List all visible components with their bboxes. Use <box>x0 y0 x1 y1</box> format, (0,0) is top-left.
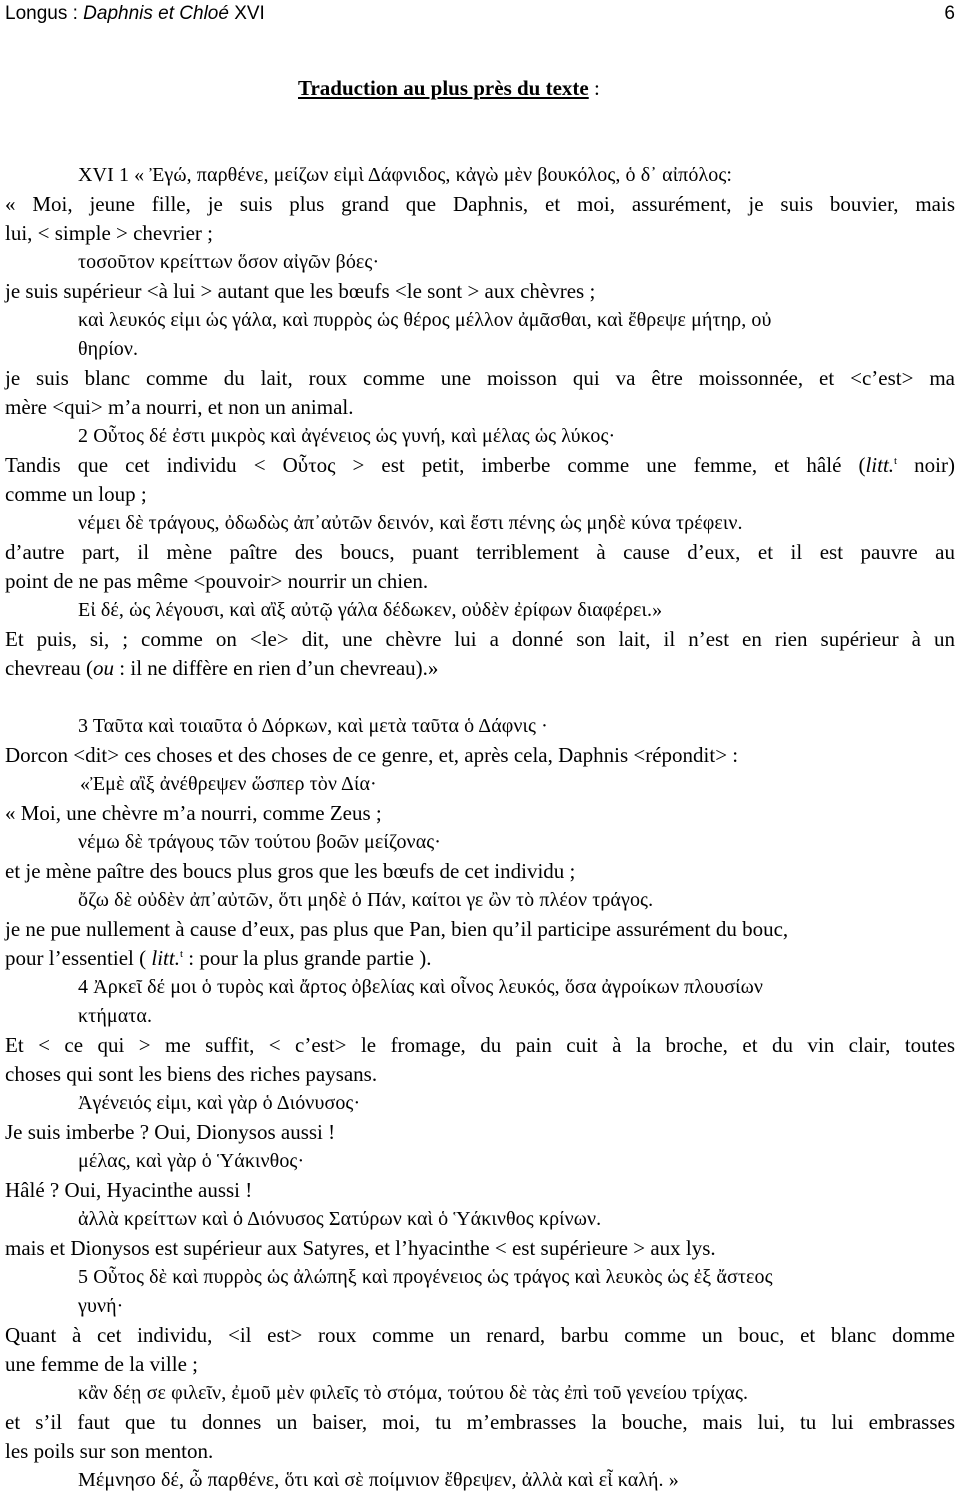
french-line: lui, < simple > chevrier ; <box>5 221 213 245</box>
text-span: pour l’essentiel ( <box>5 946 152 970</box>
french-line <box>5 452 955 478</box>
french-line: Et < ce qui > me suffit, < c’est> le fromage, du pain cuit à la broche, et du vin clair, toutes <box>5 1033 955 1057</box>
french-line: Je suis imberbe ? Oui, Dionysos aussi ! <box>5 1120 336 1144</box>
greek-line: καὶ λευκός εἰμι ὡς γάλα, καὶ πυρρὸς ὡς θέρος μέλλον ἀμᾶσθαι, καὶ ἔθρεψε μήτηρ, οὐ <box>78 309 772 331</box>
text-span: : pour la plus grande partie ). <box>183 946 432 970</box>
italic-span: ou <box>93 656 115 680</box>
french-line: Hâlé ? Oui, Hyacinthe aussi ! <box>5 1178 253 1202</box>
french-line: je suis supérieur <à lui > autant que les bœufs <le sont > aux chèvres ; <box>5 279 596 303</box>
running-title-chapter: XVI <box>228 3 265 24</box>
text-span: chevreau ( <box>5 656 94 680</box>
french-line: mais et Dionysos est supérieur aux Satyres, et l’hyacinthe < est supérieure > aux lys. <box>5 1236 716 1260</box>
italic-span: litt. <box>151 946 180 970</box>
greek-line: νέμω δὲ τράγους τῶν τούτου βοῶν μείζονας· <box>78 831 442 853</box>
text-span: noir) <box>897 453 955 477</box>
french-line: « Moi, jeune fille, je suis plus grand que Daphnis, et moi, assurément, je suis bouvier, mais <box>5 192 955 216</box>
french-line: je suis blanc comme du lait, roux comme une moisson qui va être moissonnée, et <c’est> ma <box>5 366 955 390</box>
french-line: Quant à cet individu, <il est> roux comme un renard, barbu comme un bouc, et blanc domme <box>5 1323 955 1347</box>
french-line: les poils sur son menton. <box>5 1439 214 1463</box>
greek-line: θηρίον. <box>78 338 139 360</box>
french-line: et s’il faut que tu donnes un baiser, moi, tu m’embrasses la bouche, mais lui, tu lui embrasses <box>5 1410 955 1434</box>
section-title <box>298 74 600 102</box>
running-title-author: Longus : <box>5 3 84 24</box>
text-span: Tandis que cet individu < Οὗτος > est petit, imberbe comme une femme, et hâlé ( <box>5 453 866 477</box>
greek-line: 2 Οὗτος δέ ἐστι μικρὸς καὶ ἀγένειος ὡς γυνή, καὶ μέλας ὡς λύκος· <box>78 425 616 447</box>
greek-line: Ἀγένειός εἰμι, καὶ γὰρ ὁ Διόνυσος· <box>78 1092 361 1114</box>
french-line: Et puis, si, ; comme on <le> dit, une chèvre lui a donné son lait, il n’est en rien supérieur à un <box>5 627 955 651</box>
page-number: 6 <box>944 3 955 24</box>
greek-line: 3 Ταῦτα καὶ τοιαῦτα ὁ Δόρκων, καὶ μετὰ ταῦτα ὁ Δάφνις · <box>78 715 548 737</box>
french-line: Dorcon <dit> ces choses et des choses de ce genre, et, après cela, Daphnis <répondit> : <box>5 743 739 767</box>
french-line: choses qui sont les biens des riches paysans. <box>5 1062 378 1086</box>
section-title-colon: : <box>588 76 600 100</box>
superscript: t <box>894 455 898 467</box>
greek-line: μέλας, καὶ γὰρ ὁ Ὑάκινθος· <box>78 1150 305 1172</box>
french-line <box>5 945 431 971</box>
greek-line: Μέμνησο δέ, ὦ παρθένε, ὅτι καὶ σὲ ποίμνιον ἔθρεψεν, ἀλλὰ καὶ εἶ καλή. » <box>78 1469 679 1491</box>
superscript: t <box>179 948 184 960</box>
french-line: et je mène paître des boucs plus gros que les bœufs de cet individu ; <box>5 859 576 883</box>
french-line: « Moi, une chèvre m’a nourri, comme Zeus ; <box>5 801 382 825</box>
greek-line: γυνή· <box>78 1295 124 1317</box>
greek-line: κτήματα. <box>78 1005 153 1027</box>
greek-line: «Ἐμὲ αἲξ ἀνέθρεψεν ὥσπερ τὸν Δία· <box>80 773 377 795</box>
section-title-text: Traduction au plus près du texte <box>298 76 589 100</box>
text-span: : il ne diffère en rien d’un chevreau).» <box>114 656 439 680</box>
french-line <box>5 655 438 681</box>
greek-line: τοσοῦτον κρείττων ὅσον αἰγῶν βόες· <box>78 251 380 273</box>
running-title <box>5 2 265 26</box>
french-line: mère <qui> m’a nourri, et non un animal. <box>5 395 354 419</box>
greek-line: ὄζω δὲ οὐδὲν ἀπ᾽αὐτῶν, ὅτι μηδὲ ὁ Πάν, καίτοι γε ὢν τὸ πλέον τράγος. <box>78 889 654 911</box>
greek-line: 4 Ἀρκεῖ δέ μοι ὁ τυρὸς καὶ ἄρτος ὀβελίας καὶ οἶνος λευκός, ὅσα ἀγροίκων πλουσίων <box>78 976 764 998</box>
french-line: d’autre part, il mène paître des boucs, puant terriblement à cause d’eux, et il est pauvre au <box>5 540 955 564</box>
italic-span: litt. <box>865 453 895 477</box>
french-line: je ne pue nullement à cause d’eux, pas plus que Pan, bien qu’il participe assurément du bouc, <box>5 917 789 941</box>
french-line: point de ne pas même <pouvoir> nourrir un chien. <box>5 569 429 593</box>
french-line: comme un loup ; <box>5 482 147 506</box>
greek-line: 5 Οὗτος δὲ καὶ πυρρὸς ὡς ἀλώπηξ καὶ προγένειος ὡς τράγος καὶ λευκὸς ὡς ἐξ ἄστεος <box>78 1266 773 1288</box>
greek-line: XVI 1 « Ἐγώ, παρθένε, μείζων εἰμὶ Δάφνιδος, κἀγὼ μὲν βουκόλος, ὁ δ᾽ αἰπόλος: <box>78 164 733 186</box>
greek-line: κἂν δέῃ σε φιλεῖν, ἐμοῦ μὲν φιλεῖς τὸ στόμα, τούτου δὲ τὰς ἐπὶ τοῦ γενείου τρίχας. <box>78 1382 749 1404</box>
page-header <box>5 2 955 26</box>
greek-line: Εἰ δέ, ὡς λέγουσι, καὶ αἲξ αὐτῷ γάλα δέδωκεν, οὐδὲν ἐρίφων διαφέρει.» <box>78 599 663 621</box>
greek-line: νέμει δὲ τράγους, ὀδωδὼς ἀπ᾽αὐτῶν δεινόν, καὶ ἔστι πένης ὡς μηδὲ κύνα τρέφειν. <box>78 512 743 534</box>
greek-line: ἀλλὰ κρείττων καὶ ὁ Διόνυσος Σατύρων καὶ ὁ Ὑάκινθος κρίνων. <box>78 1208 602 1230</box>
french-line: une femme de la ville ; <box>5 1352 199 1376</box>
running-title-work: Daphnis et Chloé <box>83 3 229 24</box>
